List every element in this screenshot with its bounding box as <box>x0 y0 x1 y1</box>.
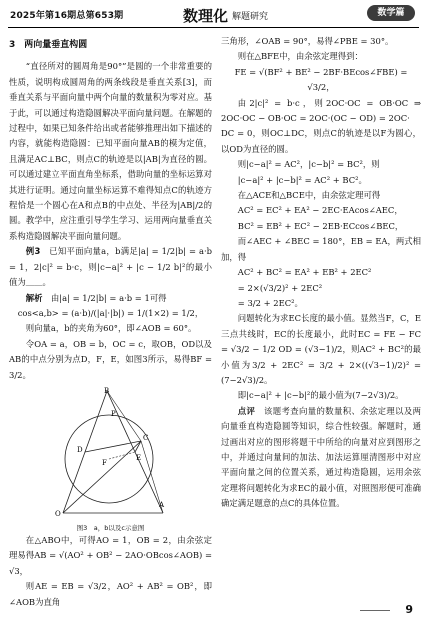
solution-line-3: 则向量a，b的夹角为60°，即∠AOB = 60°。 <box>25 323 197 334</box>
solution-start <box>9 291 212 306</box>
right-line-14: = 3/2 + 2EC²。 <box>237 297 303 308</box>
figure-3 <box>9 385 212 533</box>
comment-label: 点评 <box>237 405 256 416</box>
right-line-4: 由2|c|² = b·c，则2OC·OC = OB·OC ⇒ 2OC·OC − OB·OC = 2OC·(OC − OD) = 2OC· <box>221 97 421 124</box>
right-line-11: 而∠AEC + ∠BEC = 180°，EB = EA，两式相加，得 <box>221 236 421 262</box>
page-number: 9 <box>405 603 413 616</box>
section-heading: 3 两向量垂直构圆 <box>9 40 88 50</box>
right-line-1: 三角形，∠OAB = 90°，易得∠PBE = 30°。 <box>221 36 394 46</box>
right-line-15: 问题转化为求EC长度的最小值。显然当F，C，E三点共线时，EC的长度最小，此时EC = FE − FC = √3/2 − 1/2 OD = (√3−1)/2，则AC² + BC²的最小值为3/2 + 2EC² = 3/2 + 2×((√3−1)/2)² = (7−2√3)/2。 <box>221 313 421 385</box>
issue-info: 2025年第16期总第653期 <box>10 11 124 21</box>
solution-line-2: cos<a,b> = (a·b)/(|a|·|b|) = 1/(1×2) = 1/2， <box>17 307 204 318</box>
page-header <box>0 0 427 30</box>
example-paragraph <box>9 244 212 290</box>
left-column <box>9 34 212 610</box>
label-c: C <box>143 433 149 442</box>
right-line-5: DC = 0，则OC⊥DC，则点C的轨迹是以F为圆心，以OD为直径的圆。 <box>221 128 421 154</box>
label-o: O <box>55 509 61 517</box>
right-line-9: AC² = EC² + EA² − 2EC·EAcos∠AEC， <box>237 205 403 216</box>
section-badge: 数学篇 <box>367 5 415 21</box>
right-column <box>221 34 421 512</box>
segment-fe <box>109 452 135 459</box>
label-e: E <box>136 453 142 462</box>
label-p: P <box>111 409 116 418</box>
segment-ce <box>135 441 141 452</box>
solution-line-5: 在△ABO中，可得AO = 1，OB = 2，由余弦定理易得AB = √(AO² + OB² − 2AO·OBcos∠AOB) = √3， <box>9 534 212 576</box>
footer-rule <box>360 610 390 611</box>
label-f: F <box>102 458 107 467</box>
right-line-10: BC² = EB² + EC² − 2EB·ECcos∠BEC， <box>237 220 404 231</box>
solution-line-4: 令OA = a，OB = b，OC = c，取OB，OD以及AB的中点分别为点D，F，E，如图3所示，易得BF = 3/2。 <box>9 338 212 380</box>
example-label: 例3 <box>25 246 41 257</box>
example-text: 已知平面向量a，b满足|a| = 1/2|b| = a·b = 1，2|c|² = b·c，则|c−a|² + |c − 1/2 b|²的最小值为＿＿。 <box>9 246 212 288</box>
journal-brand: 数理化 <box>183 7 229 25</box>
right-line-7: |c−a|² + |c−b|² = AC² + BC²。 <box>237 174 367 185</box>
right-line-8: 在△ACE和△BCE中，由余弦定理可得 <box>237 190 381 201</box>
label-b: B <box>104 386 110 395</box>
right-line-13: = 2×(√3/2)² + 2EC² <box>237 282 323 293</box>
comment-text: 该题考查向量的数量积、余弦定理以及两向量垂直构造隐圆等知识，综合性较强。解题时，通过画出对应的图形将题干中所给的向量对应到图形之中，并通过向量间的加法、加法运算厘清图形中对应平面向量之间的位置关系，通过构造隐圆，运用余弦定理将问题转化为求EC的最小值，对照图形便可准确确定满足题意的点C的具体位置。 <box>221 405 422 509</box>
intro-paragraph: “直径所对的圆周角是90°”是圆的一个非常重要的性质，说明构成圆周角的两条线段是垂直关系[3]，而垂直关系与平面向量中两个向量的数量积为零对应。基于此，可以通过构造隐圆解决平面向量问题。在解题的过程中，如果已知条件给出或者能够推理出如下描述的内容，就能构造隐圆：已知平面向量AB的模为定值，且满足AC⊥BC，则点C的轨迹是以|AB|为直径的圆。可以通过建立平面直角坐标系，借助向量的坐标运算对其进行证明。通过向量坐标运算不难得知点C的轨迹方程恰是一个圆心在A和点B的中点处、半径为|AB|/2的圆。教学中，应注重引导学生学习、运用两向量垂直关系构造隐圆解决平面向量问题。 <box>9 61 212 241</box>
geometry-diagram <box>55 385 167 517</box>
right-line-6: 则|c−a|² = AC²，|c−b|² = BC²，则 <box>237 159 380 170</box>
right-line-12: AC² + BC² = EA² + EB² + 2EC² <box>237 267 372 278</box>
right-line-3: FE = √(BF² + BE² − 2BF·BEcos∠FBE) = √3/2， <box>234 66 408 93</box>
section-name: 解题研究 <box>232 12 269 22</box>
solution-label: 解析 <box>25 292 43 303</box>
right-line-2: 则在△BFE中，由余弦定理得到： <box>237 51 363 62</box>
comment-paragraph <box>221 404 421 512</box>
label-a: A <box>159 500 165 509</box>
solution-line-1: 由|a| = 1/2|b| = a·b = 1可得 <box>50 292 167 303</box>
header-rule <box>8 27 419 28</box>
label-d: D <box>77 445 83 454</box>
figure-caption: 图3 a，b以及c示意图 <box>76 523 145 532</box>
right-line-16: 即|c−a|² + |c−b|²的最小值为(7−2√3)/2。 <box>237 390 404 401</box>
solution-line-6: 则AE = EB = √3/2，AO² + AB² = OB²，即∠AOB为直角 <box>9 581 212 607</box>
